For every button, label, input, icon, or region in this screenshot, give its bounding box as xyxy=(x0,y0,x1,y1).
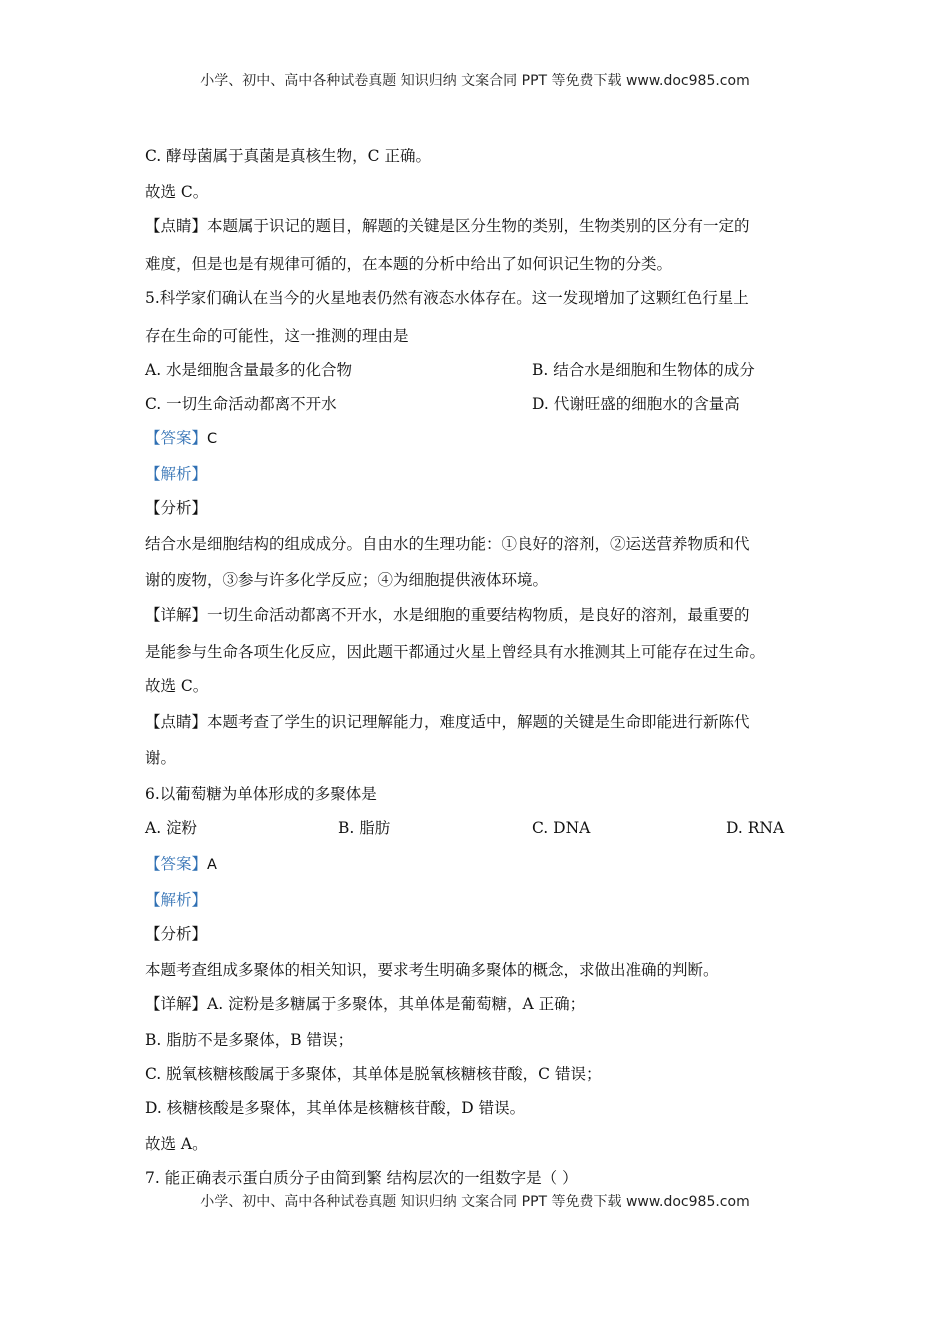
question-7-stem: 7. 能正确表示蛋白质分子由简到繁 结构层次的一组数字是（ ） xyxy=(145,1169,578,1187)
text-line: C. 脱氧核糖核酸属于多聚体，其单体是脱氧核糖核苷酸，C 错误； xyxy=(145,1065,602,1083)
q5-option-b: B. 结合水是细胞和生物体的成分 xyxy=(532,361,755,379)
text-line: B. 脂肪不是多聚体，B 错误； xyxy=(145,1031,354,1049)
text-line: C. 酵母菌属于真菌是真核生物，C 正确。 xyxy=(145,147,431,165)
q6-analysis-label: 【解析】 xyxy=(145,891,208,909)
text-line: 【点睛】本题属于识记的题目，解题的关键是区分生物的类别，生物类别的区分有一定的 xyxy=(145,217,750,235)
text-line: 本题考查组成多聚体的相关知识，要求考生明确多聚体的概念，求做出准确的判断。 xyxy=(145,961,719,979)
q6-answer xyxy=(145,854,217,875)
answer-value: A xyxy=(207,857,217,873)
question-5-stem: 5.科学家们确认在当今的火星地表仍然有液态水体存在。这一发现增加了这颗红色行星上 xyxy=(145,289,749,307)
page-header: 小学、初中、高中各种试卷真题 知识归纳 文案合同 PPT 等免费下载 www.doc985.com xyxy=(200,73,750,89)
text-line: 【详解】一切生命活动都离不开水，水是细胞的重要结构物质，是良好的溶剂，最重要的 xyxy=(145,606,750,624)
q5-analysis-label: 【解析】 xyxy=(145,465,208,483)
text-line: 结合水是细胞结构的组成成分。自由水的生理功能：①良好的溶剂，②运送营养物质和代 xyxy=(145,535,750,553)
q5-answer xyxy=(145,428,217,449)
text-line: 【点睛】本题考查了学生的识记理解能力，难度适中，解题的关键是生命即能进行新陈代 xyxy=(145,713,750,731)
answer-label: 【答案】 xyxy=(145,429,208,447)
page-footer: 小学、初中、高中各种试卷真题 知识归纳 文案合同 PPT 等免费下载 www.doc985.com xyxy=(200,1194,750,1210)
text-line: 故选 C。 xyxy=(145,183,209,201)
q5-fenxi-label: 【分析】 xyxy=(145,499,208,517)
q6-option-a: A. 淀粉 xyxy=(145,819,198,837)
q5-option-d: D. 代谢旺盛的细胞水的含量高 xyxy=(532,395,740,413)
question-5-stem: 存在生命的可能性，这一推测的理由是 xyxy=(145,327,409,345)
q5-option-a: A. 水是细胞含量最多的化合物 xyxy=(145,361,353,379)
text-line: 谢。 xyxy=(145,749,177,767)
q6-option-b: B. 脂肪 xyxy=(338,819,391,837)
text-line: D. 核糖核酸是多聚体，其单体是核糖核苷酸，D 错误。 xyxy=(145,1099,526,1117)
text-line: 故选 C。 xyxy=(145,677,209,695)
text-line: 谢的废物，③参与许多化学反应；④为细胞提供液体环境。 xyxy=(145,571,549,589)
text-line: 故选 A。 xyxy=(145,1135,208,1153)
text-line: 【详解】A. 淀粉是多糖属于多聚体，其单体是葡萄糖，A 正确； xyxy=(145,995,586,1013)
question-6-stem: 6.以葡萄糖为单体形成的多聚体是 xyxy=(145,785,377,803)
q6-option-d: D. RNA xyxy=(726,819,785,837)
q6-option-c: C. DNA xyxy=(532,819,591,837)
q5-option-c: C. 一切生命活动都离不开水 xyxy=(145,395,337,413)
answer-label: 【答案】 xyxy=(145,855,208,873)
answer-value: C xyxy=(207,431,218,447)
text-line: 难度，但是也是有规律可循的，在本题的分析中给出了如何识记生物的分类。 xyxy=(145,255,673,273)
text-line: 是能参与生命各项生化反应，因此题干都通过火星上曾经具有水推测其上可能存在过生命。 xyxy=(145,643,766,661)
q6-fenxi-label: 【分析】 xyxy=(145,925,208,943)
